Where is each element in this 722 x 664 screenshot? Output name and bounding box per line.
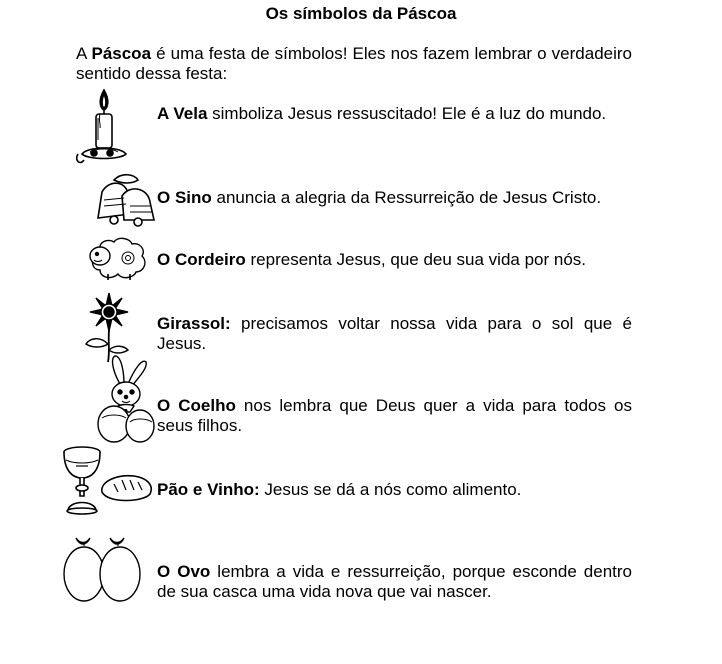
item-girassol xyxy=(157,314,632,354)
page-title: Os símbolos da Páscoa xyxy=(265,4,457,23)
candle-icon xyxy=(74,88,130,166)
item-text: nos lembra que Deus quer a vida para todos os seus filhos. xyxy=(157,396,633,435)
item-cordeiro xyxy=(157,250,632,270)
chalice-bread-icon xyxy=(56,444,156,520)
item-text: Jesus se dá a nós como alimento. xyxy=(259,480,522,499)
item-label: O Coelho xyxy=(157,396,236,415)
item-label: O Sino xyxy=(157,188,212,207)
item-label: Girassol: xyxy=(157,314,231,333)
bunny-icon xyxy=(94,354,156,444)
item-coelho xyxy=(157,396,632,436)
item-text: representa Jesus, que deu sua vida por nós. xyxy=(245,250,587,269)
bell-icon xyxy=(94,170,158,228)
item-text: precisamos voltar nossa vida para o sol que é Jesus. xyxy=(157,314,632,353)
intro-pre: A xyxy=(76,44,92,63)
item-label: Pão e Vinho: xyxy=(157,480,260,499)
item-label: A Vela xyxy=(157,104,208,123)
item-text: lembra a vida e ressurreição, porque esconde dentro de sua casca uma vida nova que vai nascer. xyxy=(157,562,633,601)
intro-keyword: Páscoa xyxy=(91,44,152,63)
item-text: anuncia a alegria da Ressurreição de Jesus Cristo. xyxy=(211,188,602,207)
item-label: O Ovo xyxy=(157,562,211,581)
item-pao-vinho xyxy=(157,480,632,500)
lamb-icon xyxy=(86,234,150,282)
item-vela xyxy=(157,104,632,124)
item-label: O Cordeiro xyxy=(157,250,246,269)
item-sino xyxy=(157,188,632,208)
item-ovo xyxy=(157,562,632,602)
intro-paragraph xyxy=(76,44,632,84)
intro-text: é uma festa de símbolos! Eles nos fazem lembrar o verdadeiro sentido dessa festa: xyxy=(76,44,633,83)
item-text: simboliza Jesus ressuscitado! Ele é a luz do mundo. xyxy=(207,104,607,123)
eggs-icon xyxy=(62,532,148,604)
